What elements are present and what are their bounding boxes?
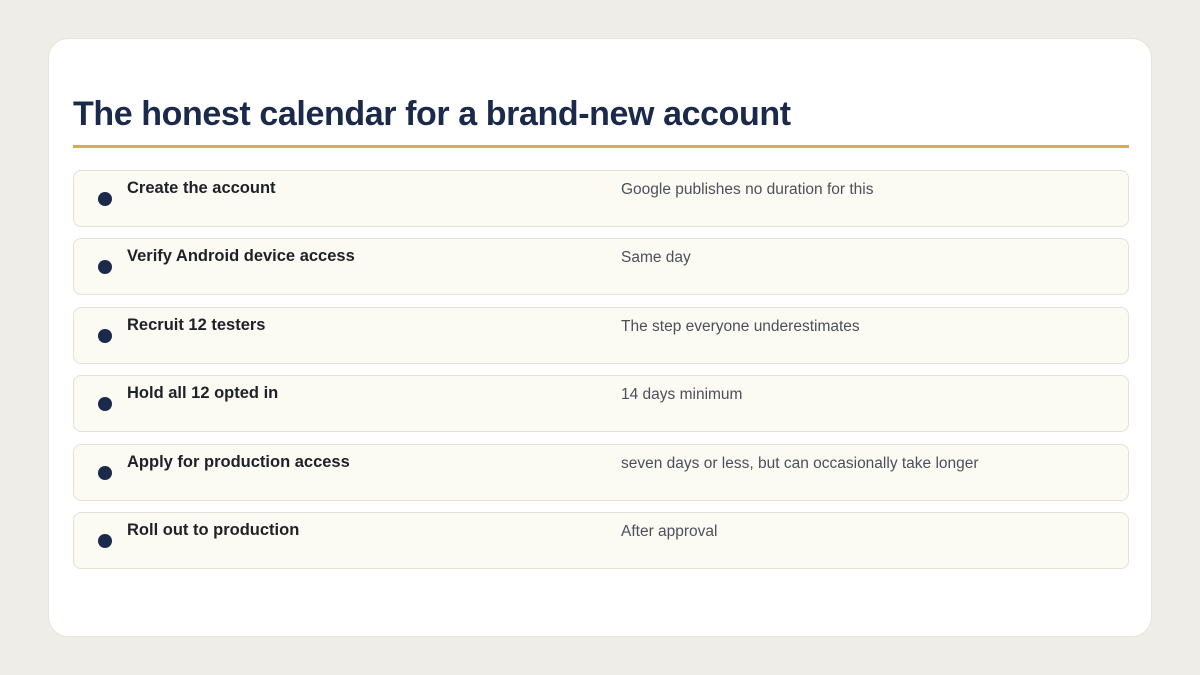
- step-label: Create the account: [127, 179, 276, 197]
- timeline-row: [73, 512, 1129, 569]
- content-card: [48, 38, 1152, 637]
- page-title: The honest calendar for a brand-new account: [73, 95, 791, 133]
- step-label: Hold all 12 opted in: [127, 384, 279, 403]
- step-duration: Same day: [621, 249, 691, 267]
- bullet-icon: [98, 192, 112, 206]
- step-duration: 14 days minimum: [621, 386, 743, 404]
- timeline-row: [73, 307, 1129, 364]
- bullet-icon: [98, 534, 112, 548]
- step-label: Verify Android device access: [127, 247, 355, 266]
- step-label: Roll out to production: [127, 520, 300, 539]
- timeline-list: [73, 170, 1129, 580]
- step-duration: After approval: [621, 522, 718, 540]
- bullet-icon: [98, 260, 112, 274]
- title-underline: [73, 145, 1129, 148]
- step-duration: The step everyone underestimates: [621, 317, 860, 335]
- step-label: Recruit 12 testers: [127, 315, 266, 334]
- timeline-row: [73, 375, 1129, 432]
- timeline-row: [73, 238, 1129, 295]
- timeline-row: [73, 444, 1129, 501]
- bullet-icon: [98, 466, 112, 480]
- bullet-icon: [98, 397, 112, 411]
- step-duration: Google publishes no duration for this: [621, 181, 874, 198]
- step-label: Apply for production access: [127, 452, 350, 471]
- bullet-icon: [98, 329, 112, 343]
- step-duration: seven days or less, but can occasionally take longer: [621, 454, 979, 472]
- timeline-row: [73, 170, 1129, 227]
